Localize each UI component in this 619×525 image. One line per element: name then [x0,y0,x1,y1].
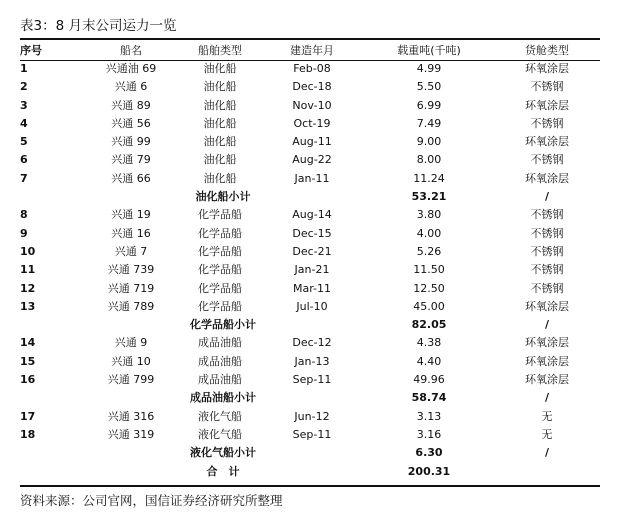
table-row [20,298,600,316]
table-row [20,371,600,389]
subtotal-label: 化学品船小计 [190,318,256,332]
bottom-rule [20,485,600,487]
cell-name: 兴通 799 [107,373,155,387]
cell-no: 11 [20,263,36,277]
cell-no: 1 [20,62,28,75]
cell-name: 兴通 316 [107,409,155,423]
cell-type: 成品油船 [198,336,242,350]
table-row [20,225,600,243]
subtotal-dwt: 82.05 [411,318,447,332]
header-dwt: 载重吨(千吨) [397,44,461,57]
cell-dwt: 11.50 [413,263,445,277]
cell-cargo: 不锈钢 [530,244,564,258]
cell-dwt: 9.00 [416,135,442,149]
top-rule [20,38,600,40]
cell-type: 油化船 [203,153,237,167]
table-row [20,280,600,298]
header-built: 建造年月 [290,44,334,57]
cell-dwt: 6.99 [416,98,442,112]
cell-type: 化学品船 [198,244,242,258]
subtotal-row [20,444,600,462]
subtotal-dwt: 53.21 [411,190,447,204]
cell-built: Feb-08 [293,62,331,75]
fleet-table [20,41,600,481]
subtotal-dwt: 6.30 [415,446,443,460]
subtotal-label: 油化船小计 [195,190,251,204]
cell-type: 液化气船 [198,427,242,441]
cell-dwt: 3.80 [416,208,442,222]
cell-name: 兴通 56 [111,116,151,130]
cell-built: Dec-12 [292,336,332,350]
cell-type: 油化船 [203,171,237,185]
table-row [20,206,600,224]
cell-cargo: 无 [541,427,553,441]
cell-name: 兴通 79 [111,153,151,167]
cell-cargo: 环氧涂层 [525,336,569,350]
cell-name: 兴通 319 [107,427,155,441]
cell-name: 兴通 9 [114,336,148,350]
table-row [20,78,600,96]
table-row [20,151,600,169]
cell-cargo: 环氧涂层 [525,299,569,313]
cell-no: 14 [20,336,36,350]
cell-built: Oct-19 [293,116,331,130]
cell-name: 兴通 16 [111,226,151,240]
cell-dwt: 4.99 [416,62,442,75]
cell-no: 15 [20,354,36,368]
cell-name: 兴通 6 [114,80,148,94]
cell-type: 油化船 [203,98,237,112]
cell-built: Aug-14 [292,208,332,222]
cell-no: 5 [20,135,28,149]
cell-dwt: 3.16 [416,427,442,441]
header-cargo: 货舱类型 [525,44,569,57]
cell-built: Jan-21 [294,263,330,277]
table-row [20,243,600,261]
subtotal-cargo [494,463,600,481]
cell-name: 兴通 19 [111,208,151,222]
cell-no: 13 [20,299,36,313]
cell-type: 化学品船 [198,263,242,277]
cell-no: 10 [20,244,36,258]
cell-type: 化学品船 [198,281,242,295]
cell-type: 油化船 [203,62,237,75]
cell-name: 兴通 66 [111,171,151,185]
cell-dwt: 3.13 [416,409,442,423]
cell-type: 油化船 [203,135,237,149]
cell-built: Jul-10 [296,299,328,313]
cell-no: 6 [20,153,28,167]
cell-name: 兴通 10 [111,354,151,368]
cell-no: 12 [20,281,36,295]
cell-empty [20,463,82,481]
cell-dwt: 4.00 [416,226,442,240]
cell-dwt: 7.49 [416,116,442,130]
cell-name: 兴通 739 [107,263,155,277]
cell-dwt: 4.40 [416,354,442,368]
cell-cargo: 环氧涂层 [525,354,569,368]
cell-cargo: 不锈钢 [530,281,564,295]
cell-cargo: 不锈钢 [530,263,564,277]
subtotal-cargo: / [544,391,550,405]
cell-cargo: 环氧涂层 [525,98,569,112]
table-row [20,261,600,279]
table-row [20,115,600,133]
source-note: 资料来源：公司官网，国信证券经济研究所整理 [20,493,283,508]
header-type: 船舶类型 [198,44,242,57]
cell-no: 2 [20,80,28,94]
cell-built: Dec-21 [292,244,332,258]
table-row [20,133,600,151]
cell-no: 9 [20,226,28,240]
subtotal-label: 成品油船小计 [190,391,256,405]
cell-cargo: 不锈钢 [530,208,564,222]
cell-empty [20,188,82,206]
cell-cargo: 无 [541,409,553,423]
subtotal-row [20,463,600,481]
cell-cargo: 不锈钢 [530,116,564,130]
cell-cargo: 不锈钢 [530,153,564,167]
subtotal-row [20,188,600,206]
cell-built: Mar-11 [292,281,332,295]
table-row [20,97,600,115]
cell-type: 液化气船 [198,409,242,423]
cell-name: 兴通 719 [107,281,155,295]
table-title: 表3：8 月末公司运力一览 [20,18,177,34]
subtotal-cargo: / [544,446,550,460]
cell-empty [20,389,82,407]
cell-cargo: 不锈钢 [530,80,564,94]
cell-type: 成品油船 [198,354,242,368]
cell-built: Jan-13 [294,354,330,368]
table-row [20,426,600,444]
subtotal-row [20,389,600,407]
subtotal-cargo: / [544,190,550,204]
cell-name: 兴通油 69 [105,62,157,75]
cell-type: 成品油船 [198,373,242,387]
cell-cargo: 环氧涂层 [525,373,569,387]
cell-no: 3 [20,98,28,112]
cell-type: 化学品船 [198,226,242,240]
cell-type: 油化船 [203,80,237,94]
subtotal-cargo: / [544,318,550,332]
subtotal-dwt: 200.31 [407,464,451,478]
header-name: 船名 [120,44,142,57]
cell-dwt: 8.00 [416,153,442,167]
cell-dwt: 45.00 [413,299,445,313]
table-row [20,353,600,371]
subtotal-label: 合 计 [206,464,240,478]
cell-no: 8 [20,208,28,222]
header-no: 序号 [20,44,42,57]
subtotal-label: 液化气船小计 [190,446,256,460]
cell-dwt: 4.38 [416,336,442,350]
table-row [20,334,600,352]
cell-cargo: 环氧涂层 [525,62,569,75]
table-header-row [20,41,600,60]
cell-no: 16 [20,373,36,387]
cell-built: Jun-12 [294,409,330,423]
cell-type: 油化船 [203,116,237,130]
table-body [20,60,600,481]
cell-cargo: 环氧涂层 [525,135,569,149]
cell-name: 兴通 7 [114,244,148,258]
cell-built: Aug-11 [292,135,332,149]
cell-dwt: 12.50 [413,281,445,295]
cell-name: 兴通 789 [107,299,155,313]
cell-cargo: 不锈钢 [530,226,564,240]
cell-built: Aug-22 [292,153,332,167]
cell-cargo: 环氧涂层 [525,171,569,185]
cell-no: 7 [20,171,28,185]
cell-dwt: 5.50 [416,80,442,94]
cell-dwt: 5.26 [416,244,442,258]
cell-no: 17 [20,409,36,423]
cell-name: 兴通 89 [111,98,151,112]
table-row [20,60,600,78]
cell-built: Sep-11 [292,427,332,441]
cell-dwt: 11.24 [413,171,445,185]
cell-empty [20,316,82,334]
table-row [20,170,600,188]
subtotal-row [20,316,600,334]
cell-no: 4 [20,116,28,130]
table-row [20,408,600,426]
cell-built: Sep-11 [292,373,332,387]
cell-dwt: 49.96 [413,373,445,387]
cell-built: Jan-11 [294,171,330,185]
cell-built: Dec-15 [292,226,332,240]
cell-built: Nov-10 [292,98,332,112]
cell-type: 化学品船 [198,208,242,222]
cell-name: 兴通 99 [111,135,151,149]
cell-no: 18 [20,427,36,441]
cell-type: 化学品船 [198,299,242,313]
subtotal-dwt: 58.74 [411,391,447,405]
cell-built: Dec-18 [292,80,332,94]
cell-empty [20,444,82,462]
